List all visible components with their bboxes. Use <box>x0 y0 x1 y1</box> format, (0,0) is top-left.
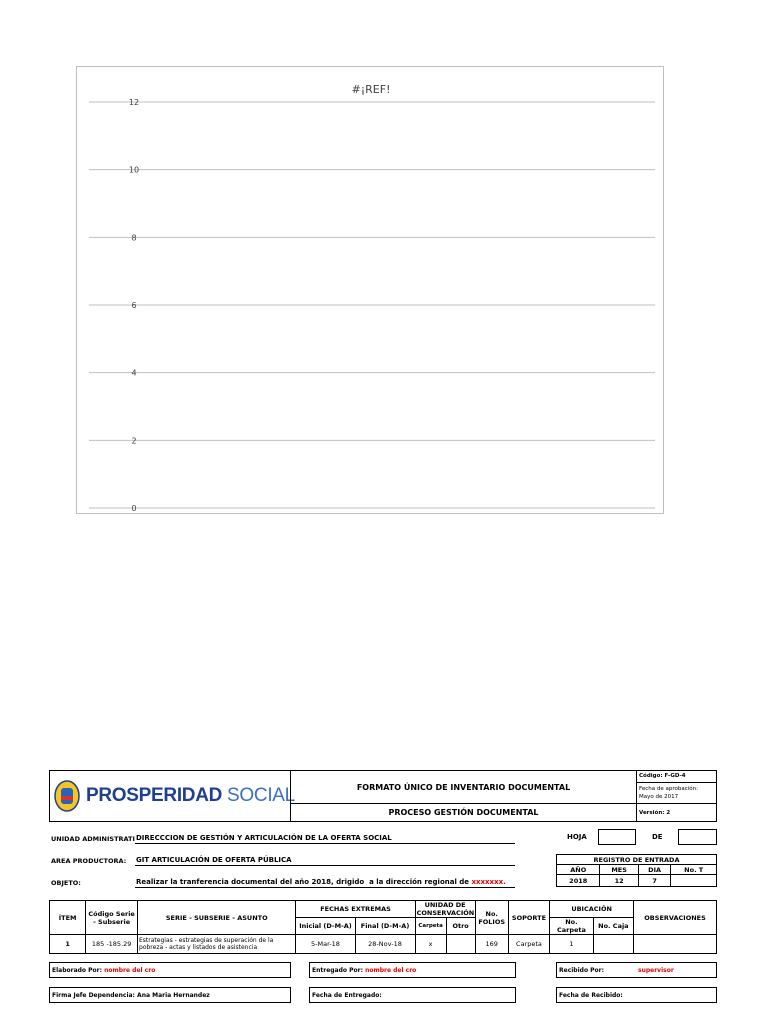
y-tick-label-0: 0 <box>131 504 137 513</box>
de-label: DE <box>652 833 663 841</box>
cell-asunto[interactable]: Estrategias - estrategias de superación de la pobreza - actas y listados de asistencia <box>138 935 296 954</box>
elaborado-value: nombre del cro <box>104 967 156 974</box>
coat-of-arms-icon <box>52 779 82 813</box>
unidad-value: DIRECCCION DE GESTIÓN Y ARTICULACIÓN DE LA OFERTA SOCIAL <box>136 834 392 842</box>
cell-folios[interactable]: 169 <box>475 935 508 954</box>
y-tick-label-2: 2 <box>131 436 137 446</box>
area-value: GIT ARTICULACIÓN DE OFERTA PÚBLICA <box>136 856 292 864</box>
entregado-field <box>312 967 416 974</box>
cell-item[interactable]: 1 <box>50 935 86 954</box>
cell-final[interactable]: 28-Nov-18 <box>355 935 415 954</box>
objeto-underline <box>135 887 515 888</box>
table-row <box>50 935 717 954</box>
cell-soporte[interactable]: Carpeta <box>508 935 549 954</box>
objeto-text: Realizar la tranferencia documental del año 2018, drigido a la dirección regional de <box>136 878 472 886</box>
registro-header-not: No. T <box>671 865 717 875</box>
inventory-table <box>49 900 717 954</box>
col-serie: SERIE - SUBSERIE - ASUNTO <box>138 901 296 935</box>
col-soporte: SOPORTE <box>508 901 549 935</box>
unidad-underline <box>135 843 515 844</box>
col-inicial: Inicial (D-M-A) <box>296 918 355 935</box>
col-item: ÍTEM <box>50 901 86 935</box>
cell-carpeta[interactable]: x <box>415 935 446 954</box>
col-observaciones: OBSERVACIONES <box>634 901 717 935</box>
form-code: Código: F-GD-4 <box>639 773 686 779</box>
col-codigo: Código Serie - Subserie <box>86 901 138 935</box>
area-underline <box>135 865 515 866</box>
objeto-red-text: xxxxxxx. <box>471 878 506 886</box>
y-tick-label-12: 12 <box>128 98 140 107</box>
hoja-input[interactable] <box>598 829 636 845</box>
approval-label: Fecha de aprobación: <box>639 786 698 792</box>
hoja-label: HOJA <box>567 833 587 841</box>
registro-header-anio: AÑO <box>557 865 600 875</box>
col-carpeta: Carpeta <box>415 918 446 935</box>
logo-bold-text: PROSPERIDAD <box>86 785 223 806</box>
chart-title: #¡REF! <box>351 83 391 96</box>
y-tick-label-10: 10 <box>128 165 140 175</box>
form-title: FORMATO ÚNICO DE INVENTARIO DOCUMENTAL <box>356 783 571 792</box>
registro-dia[interactable]: 7 <box>638 875 671 887</box>
y-tick-label-6: 6 <box>131 301 137 310</box>
unidad-label: UNIDAD ADMINISTRATI <box>51 835 135 843</box>
cell-no-caja[interactable] <box>593 935 633 954</box>
area-label: AREA PRODUCTORA: <box>51 857 127 865</box>
entregado-value: nombre del cro <box>365 967 417 974</box>
registro-entrada-table <box>556 854 717 887</box>
registro-anio[interactable]: 2018 <box>557 875 600 887</box>
registro-mes[interactable]: 12 <box>600 875 638 887</box>
firma-label: Firma Jefe Dependencia: Ana Maria Hernandez <box>52 992 210 999</box>
elaborado-label: Elaborado Por: <box>52 967 105 974</box>
cell-inicial[interactable]: 5-Mar-18 <box>296 935 355 954</box>
y-tick-label-4: 4 <box>131 368 137 378</box>
recibido-value: supervisor <box>638 967 674 974</box>
col-ubicacion: UBICACIÓN <box>550 901 634 918</box>
registro-header-dia: DIA <box>638 865 671 875</box>
logo-light-text: SOCIAL <box>227 785 295 806</box>
col-no-caja: No. Caja <box>593 918 633 935</box>
registro-header-mes: MES <box>600 865 638 875</box>
objeto-value <box>136 878 506 886</box>
registro-not[interactable] <box>671 875 717 887</box>
objeto-label: OBJETO: <box>51 879 81 887</box>
fecha-entregado-label: Fecha de Entregado: <box>312 992 382 999</box>
cell-observaciones[interactable] <box>634 935 717 954</box>
col-otro: Otro <box>446 918 475 935</box>
form-subtitle: PROCESO GESTIÓN DOCUMENTAL <box>388 808 539 817</box>
cell-no-carpeta[interactable]: 1 <box>550 935 593 954</box>
recibido-label: Recibido Por: <box>559 967 605 974</box>
col-folios: No. FOLIOS <box>475 901 508 935</box>
col-final: Final (D-M-A) <box>355 918 415 935</box>
approval-date: Mayo de 2017 <box>639 794 679 800</box>
col-fechas: FECHAS EXTREMAS <box>296 901 415 918</box>
de-input[interactable] <box>678 829 717 845</box>
form-version: Versión: 2 <box>639 810 671 816</box>
elaborado-field <box>52 967 155 974</box>
col-no-carpeta: No. Carpeta <box>550 918 593 935</box>
cell-codigo[interactable]: 185 -185.29 <box>86 935 138 954</box>
col-unidad: UNIDAD DE CONSERVACIÓN <box>416 901 475 917</box>
logo <box>52 779 295 813</box>
y-tick-label-8: 8 <box>131 233 137 243</box>
cell-otro[interactable] <box>446 935 475 954</box>
entregado-label: Entregado Por: <box>312 967 366 974</box>
registro-title: REGISTRO DE ENTRADA <box>557 855 717 865</box>
fecha-recibido-label: Fecha de Recibido: <box>559 992 623 999</box>
